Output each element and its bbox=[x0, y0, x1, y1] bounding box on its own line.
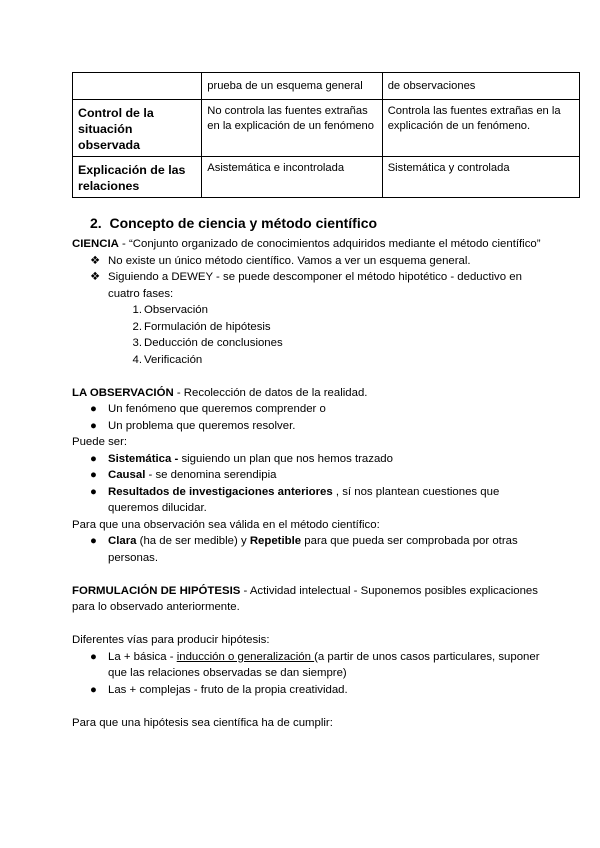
bullet-icon: ● bbox=[90, 485, 97, 498]
bullet-icon: ● bbox=[90, 419, 97, 432]
table-cell: No controla las fuentes extrañas en la explicación de un fenómeno bbox=[202, 100, 382, 157]
phase-text: Deducción de conclusiones bbox=[144, 337, 283, 349]
diamond-bullet-icon: ❖ bbox=[90, 271, 101, 283]
list-item-text: Un problema que queremos resolver. bbox=[108, 419, 296, 432]
table-cell: de observaciones bbox=[382, 73, 579, 100]
via-text: La + básica - bbox=[108, 650, 177, 663]
observacion-term: LA OBSERVACIÓN bbox=[72, 386, 174, 399]
phase-item bbox=[72, 302, 542, 319]
bullet-icon: ● bbox=[90, 683, 97, 696]
hipotesis-definition bbox=[72, 583, 542, 616]
bullet-icon: ● bbox=[90, 403, 97, 415]
list-item bbox=[72, 484, 542, 517]
list-item bbox=[72, 418, 542, 435]
phase-text: Observación bbox=[144, 304, 208, 316]
phase-item bbox=[72, 352, 542, 369]
vias-intro: Diferentes vías para producir hipótesis: bbox=[72, 634, 270, 646]
bullet-icon: ● bbox=[90, 452, 97, 465]
list-item-text: Un fenómeno que queremos comprender o bbox=[108, 403, 326, 415]
list-item bbox=[72, 682, 542, 699]
list-item bbox=[72, 253, 542, 270]
phase-number: 1. bbox=[132, 304, 142, 316]
phase-item bbox=[72, 319, 542, 336]
bullet-icon: ● bbox=[90, 650, 97, 663]
table-row bbox=[73, 157, 580, 198]
phase-text: Verificación bbox=[144, 353, 203, 366]
list-item bbox=[72, 401, 542, 418]
spacer bbox=[72, 616, 542, 633]
via-text: Las + complejas - fruto de la propia creatividad. bbox=[108, 683, 348, 696]
phase-item bbox=[72, 335, 542, 352]
list-item-text: No existe un único método científico. Vamos a ver un esquema general. bbox=[108, 254, 471, 267]
list-item bbox=[72, 269, 542, 302]
list-item-text: Siguiendo a DEWEY - se puede descomponer el método hipotético - deductivo en cuatro fases: bbox=[108, 271, 522, 300]
ciencia-term: CIENCIA bbox=[72, 238, 119, 250]
spacer bbox=[72, 698, 542, 715]
type-text: , sí nos plantean cuestiones que queremos dilucidar. bbox=[108, 485, 500, 514]
type-term: Causal bbox=[108, 469, 146, 481]
section-heading bbox=[90, 213, 542, 233]
type-text: - se denomina serendipia bbox=[145, 469, 277, 481]
validity-term: Repetible bbox=[249, 535, 302, 547]
validity-text: (ha de ser medible) y bbox=[136, 535, 250, 547]
ciencia-definition bbox=[72, 236, 542, 253]
table-cell: Asistemática e incontrolada bbox=[202, 157, 382, 198]
table-row bbox=[73, 73, 580, 100]
type-text: siguiendo un plan que nos hemos trazado bbox=[178, 452, 393, 465]
observacion-definition bbox=[72, 385, 542, 402]
hipotesis-term: FORMULACIÓN DE HIPÓTESIS bbox=[72, 584, 241, 597]
bullet-icon: ● bbox=[90, 535, 97, 547]
section-number: 2. bbox=[90, 215, 102, 231]
phase-number: 3. bbox=[132, 337, 142, 349]
observacion-definition-text: - Recolección de datos de la realidad. bbox=[173, 386, 368, 399]
comparison-table bbox=[72, 72, 580, 198]
diamond-bullet-icon: ❖ bbox=[90, 254, 101, 267]
puede-ser-label: Puede ser: bbox=[72, 436, 128, 448]
hipotesis-definition-text: - Actividad intelectual - Suponemos posibles explicaciones para lo observado anteriormente. bbox=[72, 584, 538, 613]
ciencia-definition-text: - “Conjunto organizado de conocimientos adquiridos mediante el método científico” bbox=[118, 238, 541, 250]
phase-number: 2. bbox=[132, 320, 142, 333]
list-item bbox=[72, 649, 542, 682]
type-term: Sistemática - bbox=[108, 452, 179, 465]
list-item bbox=[72, 533, 542, 566]
spacer bbox=[72, 566, 542, 583]
table-cell: Controla las fuentes extrañas en la explicación de un fenómeno. bbox=[382, 100, 579, 157]
table-row-header: Control de la situación observada bbox=[73, 100, 202, 157]
bullet-icon: ● bbox=[90, 469, 97, 481]
table-row-header: Explicación de las relaciones bbox=[73, 157, 202, 198]
table-cell: Sistemática y controlada bbox=[382, 157, 579, 198]
document-body bbox=[72, 213, 542, 731]
via-text: (a partir de unos casos particulares, suponer que las relaciones observadas se dan siempre) bbox=[108, 650, 540, 679]
validity-intro: Para que una observación sea válida en el método científico: bbox=[72, 518, 380, 531]
list-item bbox=[72, 467, 542, 484]
validity-term: Clara bbox=[108, 535, 137, 547]
table-row bbox=[73, 100, 580, 157]
phase-number: 4. bbox=[132, 353, 142, 366]
section-title: Concepto de ciencia y método científico bbox=[109, 215, 378, 231]
phase-text: Formulación de hipótesis bbox=[144, 320, 271, 333]
validity-text: para que pueda ser comprobada por otras personas. bbox=[108, 535, 518, 564]
spacer bbox=[72, 368, 542, 385]
table-cell: prueba de un esquema general bbox=[202, 73, 382, 100]
table-cell bbox=[73, 73, 202, 100]
closing-line: Para que una hipótesis sea científica ha de cumplir: bbox=[72, 716, 333, 729]
type-term: Resultados de investigaciones anteriores bbox=[108, 485, 333, 498]
via-underlined-term: inducción o generalización bbox=[176, 650, 315, 663]
list-item bbox=[72, 451, 542, 468]
